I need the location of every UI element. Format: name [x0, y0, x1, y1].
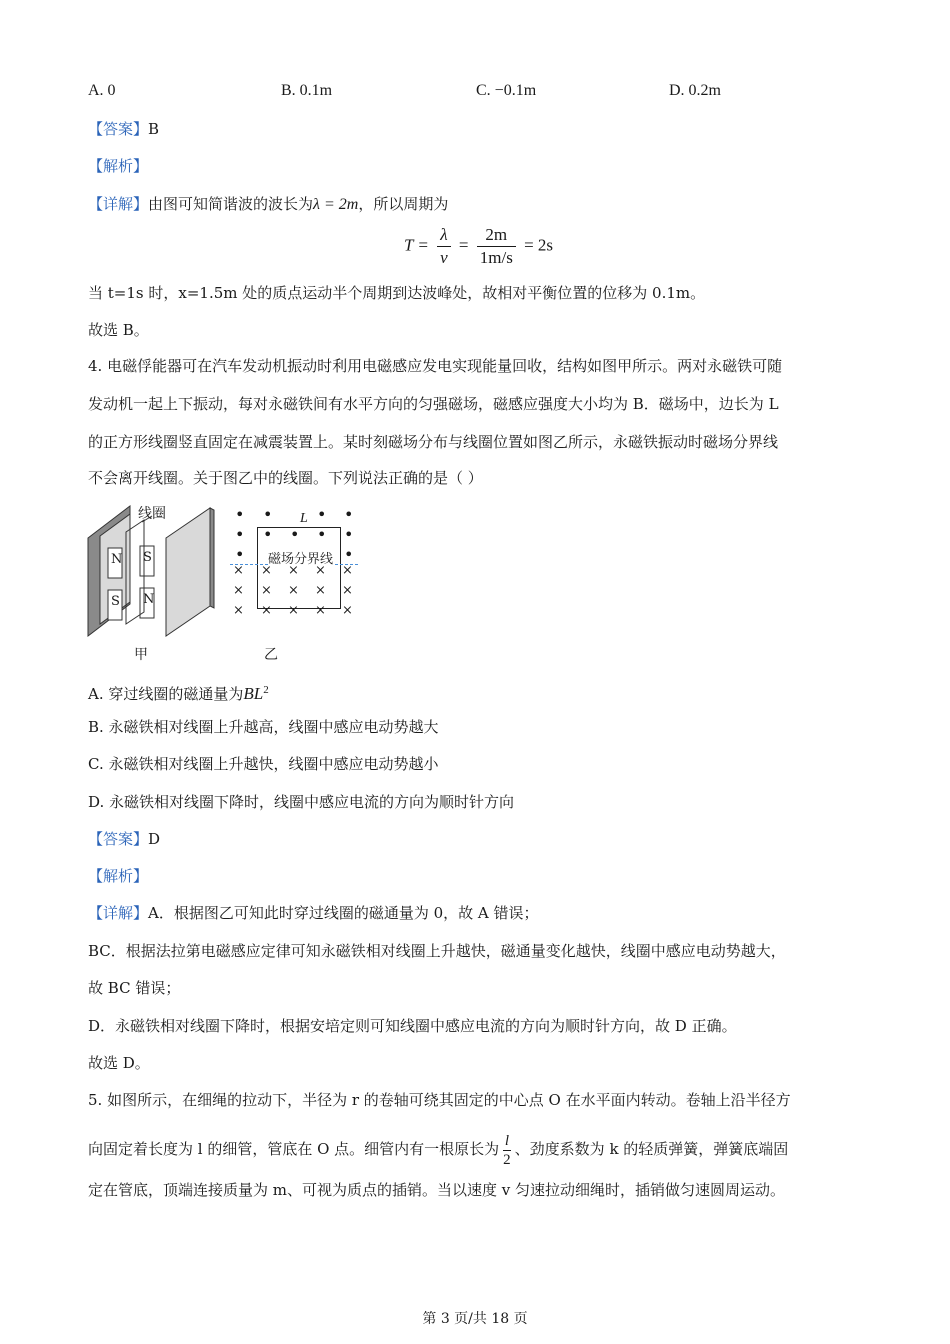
field-dot-mark: •	[344, 505, 354, 524]
q4-answer-value: D	[148, 830, 161, 848]
option-b: B. 0.1m	[281, 82, 333, 99]
q5-stem-1: 5. 如图所示，在细绳的拉动下，半径为 r 的卷轴可绕其固定的中心点 O 在水平面内转动。卷轴上沿半径方	[88, 1091, 791, 1109]
right-plate-face	[166, 508, 210, 636]
field-cross-mark: ×	[315, 563, 326, 578]
q4-detail-1: 【详解】A．根据图乙可知此时穿过线圈的磁通量为 0，故 A 错误；	[88, 904, 539, 922]
q4-answer-line: 【答案】D	[88, 830, 161, 848]
formula-eq: =	[458, 235, 469, 255]
field-cross-mark: ×	[342, 603, 353, 618]
field-dot-mark: •	[344, 545, 354, 564]
field-dot-mark: •	[235, 525, 245, 544]
boundary-label: 磁场分界线	[268, 548, 333, 567]
field-cross-mark: ×	[315, 583, 326, 598]
field-dot-mark: •	[235, 545, 245, 564]
page-footer: 第 3 页/共 18 页	[422, 1311, 528, 1327]
field-cross-mark: ×	[315, 603, 326, 618]
field-cross-mark: ×	[288, 563, 299, 578]
fraction-values: $\frac{2m}{1m/s}$	[477, 224, 516, 269]
formula-rhs: = 2s	[524, 235, 554, 255]
q4-option-d: D. 永磁铁相对线圈下降时，线圈中感应电流的方向为顺时针方向	[88, 793, 515, 811]
q4-stem-4: 不会离开线圈。关于图乙中的线圈。下列说法正确的是（ ）	[88, 469, 483, 487]
field-dot-mark: •	[263, 505, 273, 524]
caption-yi: 乙	[264, 647, 278, 663]
q4-detail-2: BC．根据法拉第电磁感应定律可知永磁铁相对线圈上升越快，磁通量变化越快，线圈中感应电动势越大，	[88, 942, 786, 960]
field-cross-mark: ×	[342, 563, 353, 578]
figure-yi-field	[230, 507, 360, 629]
field-cross-mark: ×	[261, 603, 272, 618]
field-dot-mark: •	[290, 525, 300, 544]
field-dot-mark: •	[344, 525, 354, 544]
answer-value: B	[148, 120, 160, 138]
field-cross-mark: ×	[233, 563, 244, 578]
field-dot-mark: •	[317, 525, 327, 544]
q4-stem-2: 发动机一起上下振动，每对永磁铁间有水平方向的匀强磁场，磁感应强度大小均为 B．磁场中，边长为 L	[88, 395, 779, 413]
field-cross-mark: ×	[233, 583, 244, 598]
option-c: C. −0.1m	[476, 82, 537, 99]
explanation-line: 当 t=1s 时，x=1.5m 处的质点运动半个周期到达波峰处，故相对平衡位置的位移为 0.1m。	[88, 284, 706, 302]
q4-stem-1: 4. 电磁俘能器可在汽车发动机振动时利用电磁感应发电实现能量回收，结构如图甲所示。两对永磁铁可随	[88, 357, 783, 375]
magnet-label-n2: N	[143, 592, 155, 607]
analysis-tag: 【解析】	[88, 157, 149, 175]
field-cross-mark: ×	[261, 583, 272, 598]
fraction-lambda-v: $\frac{\lambda}{v}$	[437, 224, 451, 269]
q5-stem-2: 向固定着长度为 l 的细管，管底在 O 点。细管内有一根原长为 $\frac{l}{2}$ 、劲度系数为 k 的轻质弹簧，弹簧底端固	[88, 1132, 789, 1168]
field-cross-mark: ×	[261, 563, 272, 578]
flux-expression: BL	[243, 684, 264, 703]
answer-line	[88, 119, 159, 139]
field-dot-mark: •	[317, 505, 327, 524]
detail-line	[88, 194, 448, 215]
figure-jia-magnets	[86, 502, 218, 642]
right-plate-edge	[210, 508, 214, 608]
side-length-label: L	[300, 511, 308, 526]
detail-text: 由图可知简谐波的波长为	[148, 195, 314, 213]
magnet-label-s2: S	[143, 550, 152, 565]
detail-text-2: ，所以周期为	[358, 195, 449, 213]
choose-line-q4: 故选 D。	[88, 1054, 150, 1072]
magnet-label-n1: N	[111, 552, 123, 567]
period-formula	[404, 224, 553, 269]
field-dot-mark: •	[235, 505, 245, 524]
choose-line-q3: 故选 B。	[88, 321, 149, 339]
caption-jia: 甲	[134, 647, 148, 663]
spring-length-fraction: $\frac{l}{2}$	[503, 1132, 511, 1168]
q4-option-b: B. 永磁铁相对线圈上升越高，线圈中感应电动势越大	[88, 718, 439, 736]
field-cross-mark: ×	[342, 583, 353, 598]
magnet-label-s1: S	[111, 594, 120, 609]
coil-label: 线圈	[138, 506, 166, 522]
field-cross-mark: ×	[233, 603, 244, 618]
q4-stem-3: 的正方形线圈竖直固定在减震装置上。某时刻磁场分布与线圈位置如图乙所示，永磁铁振动时磁场分界线	[88, 433, 779, 451]
field-cross-mark: ×	[288, 583, 299, 598]
option-d: D. 0.2m	[669, 82, 721, 99]
detail-tag: 【详解】	[88, 195, 149, 213]
q4-option-c: C. 永磁铁相对线圈上升越快，线圈中感应电动势越小	[88, 755, 439, 773]
field-cross-mark: ×	[288, 603, 299, 618]
lambda-value: λ = 2m	[313, 196, 359, 213]
q4-option-a: A. 穿过线圈的磁通量为$BL^2$	[88, 684, 269, 703]
q4-detail-4: D．永磁铁相对线圈下降时，根据安培定则可知线圈中感应电流的方向为顺时针方向，故 D 正确。	[88, 1017, 737, 1035]
q4-analysis-tag: 【解析】	[88, 867, 149, 885]
answer-tag: 【答案】	[88, 120, 149, 138]
field-dot-mark: •	[263, 525, 273, 544]
q4-detail-3: 故 BC 错误；	[88, 979, 181, 997]
formula-lhs: T =	[404, 235, 429, 255]
option-a: A. 0	[88, 82, 116, 99]
q5-stem-3: 定在管底，顶端连接质量为 m、可视为质点的插销。当以速度 v 匀速拉动细绳时，插销做匀速圆周运动。	[88, 1181, 786, 1199]
